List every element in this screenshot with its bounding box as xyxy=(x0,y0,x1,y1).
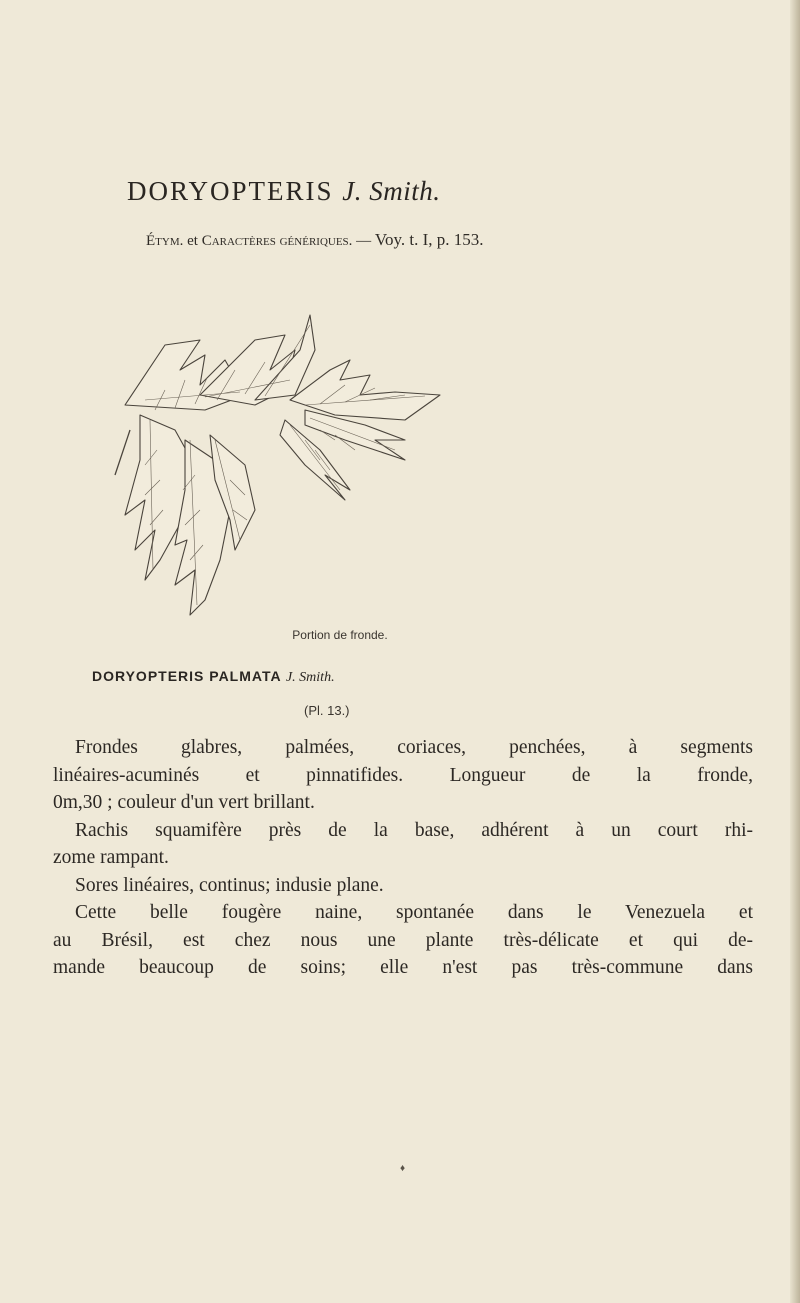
etymology-lead: Étym. xyxy=(146,233,184,249)
printer-mark: ♦ xyxy=(400,1163,406,1174)
page-edge xyxy=(790,0,800,1303)
genus-title xyxy=(127,176,441,207)
species-author: J. Smith. xyxy=(285,670,335,685)
description-line: linéaires-acuminés et pinnatifides. Longueur de la fronde, xyxy=(53,764,753,786)
species-title xyxy=(92,668,335,686)
description-text xyxy=(53,734,753,982)
genus-name: DORYOPTERIS xyxy=(127,176,334,206)
plate-reference: (Pl. 13.) xyxy=(304,703,350,718)
genus-author: J. Smith. xyxy=(342,176,441,206)
description-line: Cette belle fougère naine, spontanée dans le Venezuela et xyxy=(75,902,753,923)
etymology-caps: Caractères génériques. xyxy=(201,233,353,249)
description-line: mande beaucoup de soins; elle n'est pas très-commune dans xyxy=(53,957,753,978)
description-line: au Brésil, est chez nous une plante très-délicate et qui de- xyxy=(53,929,753,951)
description-line: 0m,30 ; couleur d'un vert brillant. xyxy=(53,792,315,813)
species-name: DORYOPTERIS PALMATA xyxy=(92,668,282,684)
figure-caption: Portion de fronde. xyxy=(292,628,388,642)
description-line: zome rampant. xyxy=(53,847,169,868)
description-line: Sores linéaires, continus; indusie plane. xyxy=(75,874,384,896)
description-line: Rachis squamifère près de la base, adhérent à un court rhi- xyxy=(75,819,753,841)
etymology-reference: Voy. t. I, p. 153. xyxy=(374,230,484,249)
etymology-line xyxy=(146,230,484,250)
description-line: Frondes glabres, palmées, coriaces, penchées, à segments xyxy=(75,737,753,758)
frond-illustration xyxy=(105,300,445,620)
etymology-connector: et xyxy=(187,233,198,249)
etymology-dash: — xyxy=(356,233,372,249)
